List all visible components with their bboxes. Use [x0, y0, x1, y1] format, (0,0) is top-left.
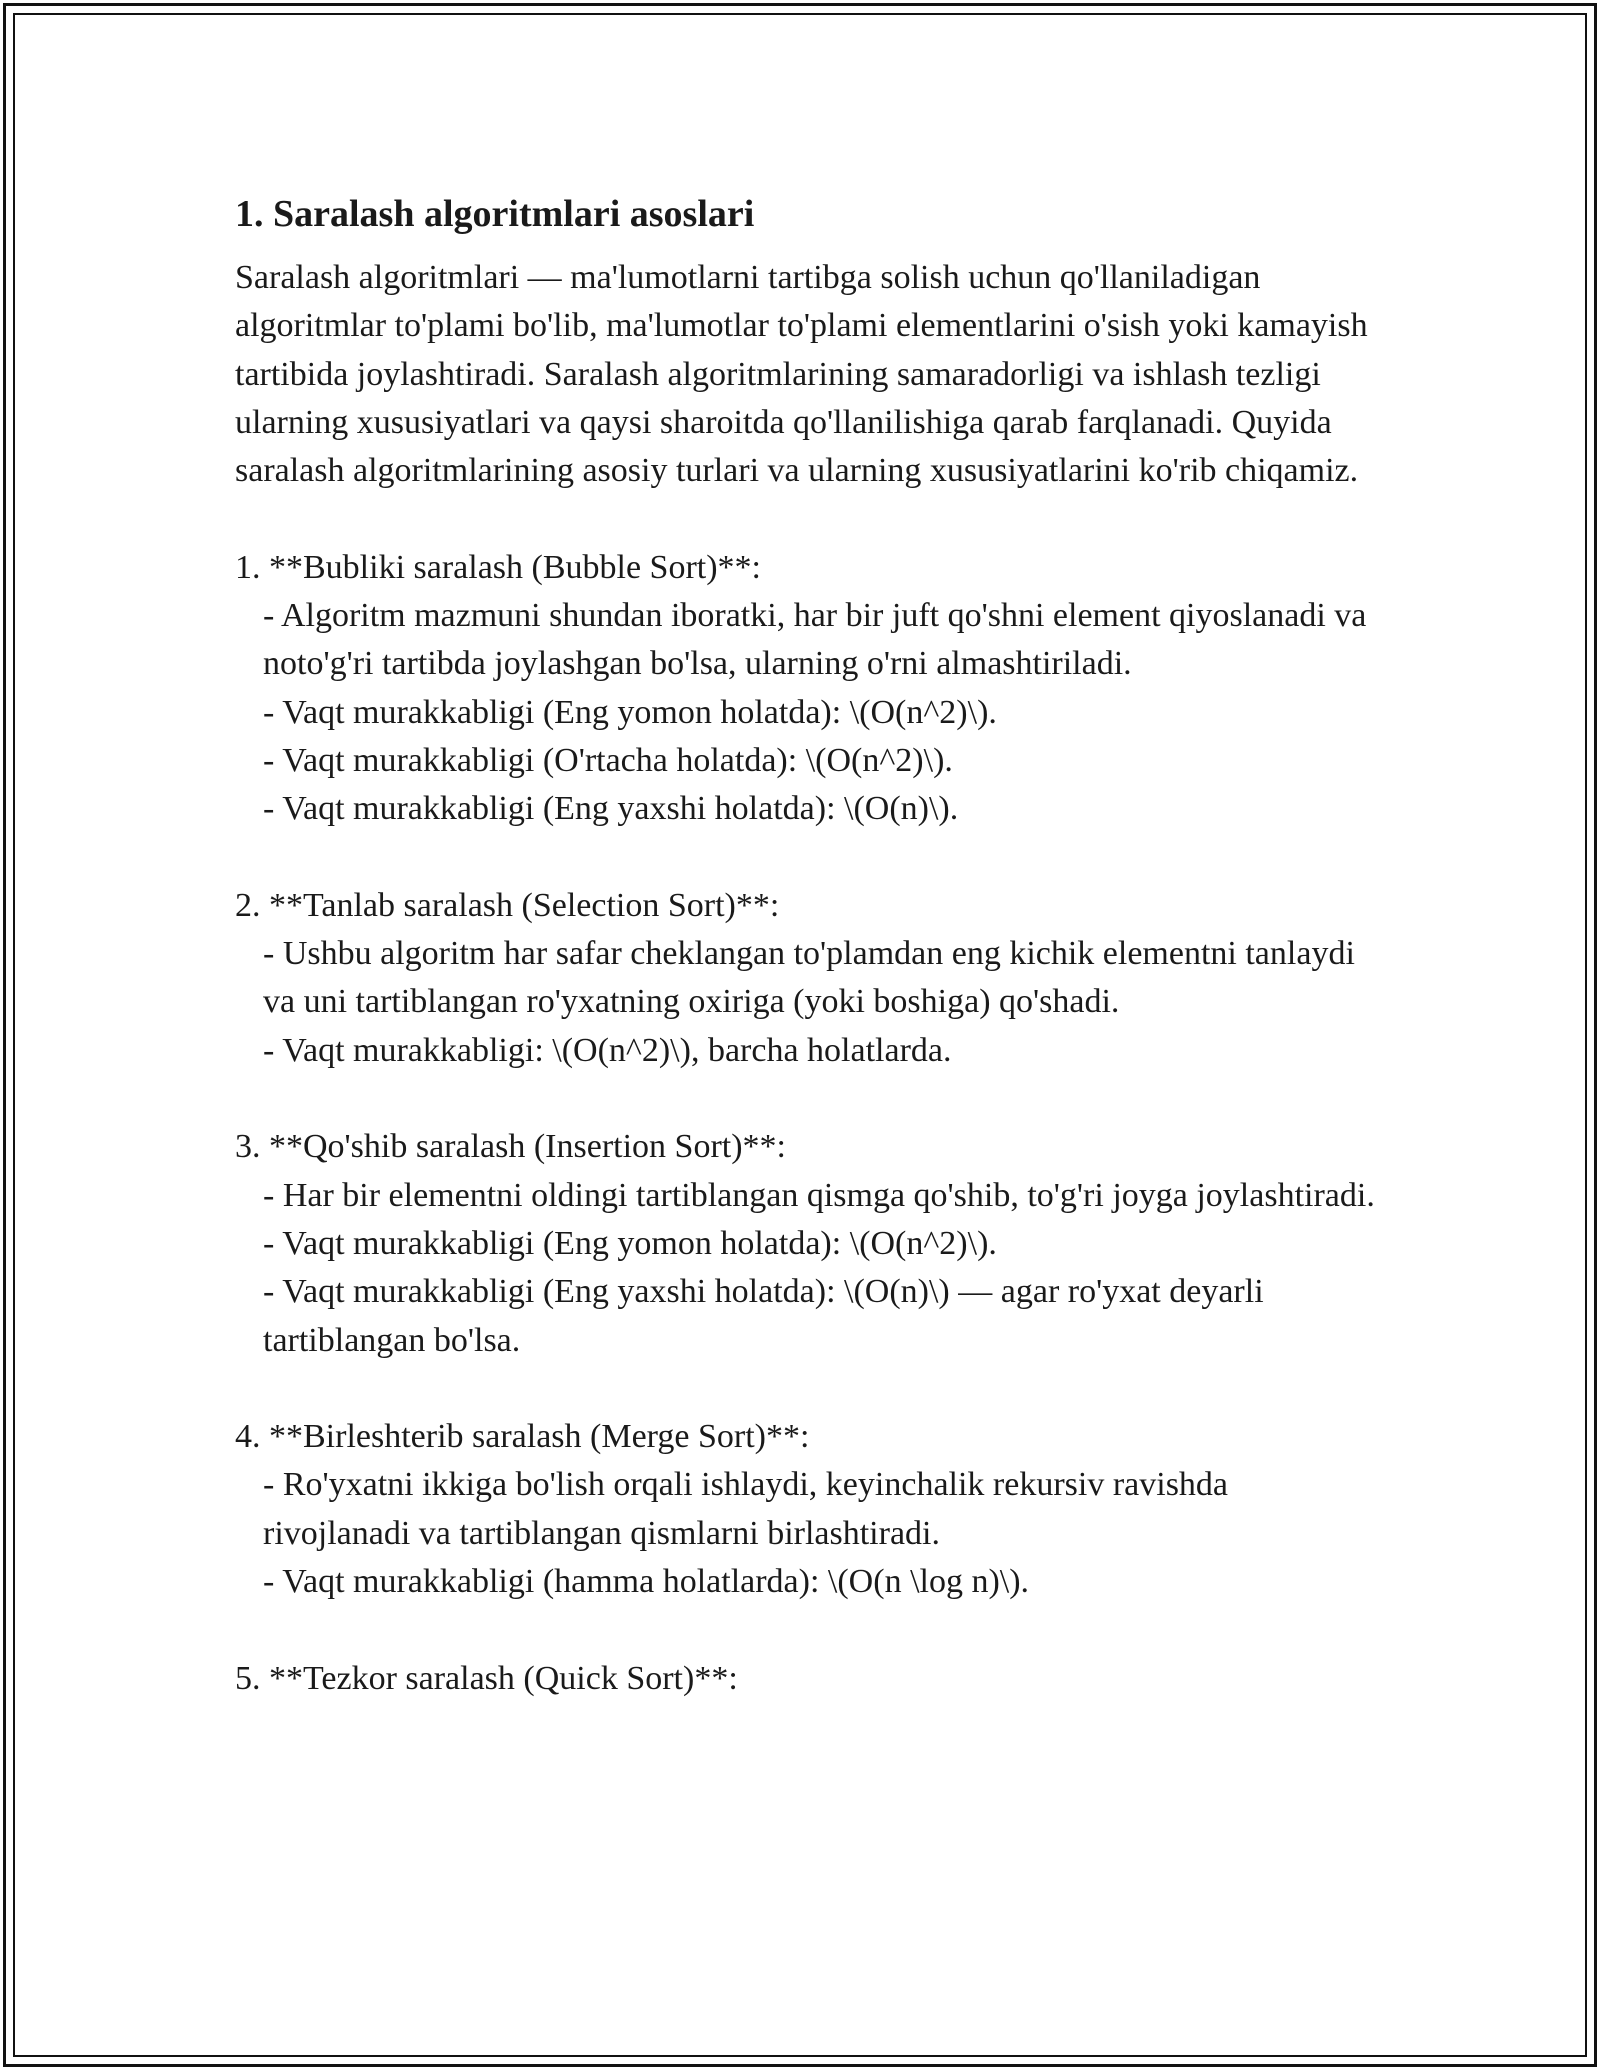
list-item: - Vaqt murakkabligi (hamma holatlarda): \(O(n \log n)\).	[263, 1563, 1030, 1601]
list-item: - Vaqt murakkabligi (Eng yomon holatda): \(O(n^2)\).	[263, 1224, 997, 1262]
list-item: - Vaqt murakkabligi (Eng yaxshi holatda): \(O(n)\).	[263, 790, 959, 828]
algorithm-section-insertion-sort	[235, 1123, 1375, 1364]
list-item: - Vaqt murakkabligi (Eng yomon holatda): \(O(n^2)\).	[263, 693, 997, 731]
algorithm-section-selection-sort	[235, 882, 1375, 1075]
list-item: - Ro'yxatni ikkiga bo'lish orqali ishlaydi, keyinchalik rekursiv ravishda rivojlanadi va tartiblangan qismlarni birlashtiradi.	[263, 1466, 1229, 1552]
section-title: 5. **Tezkor saralash (Quick Sort)**:	[235, 1659, 738, 1697]
document-body	[235, 186, 1375, 1703]
algorithm-section-bubble-sort	[235, 544, 1375, 834]
list-item: - Vaqt murakkabligi (O'rtacha holatda): \(O(n^2)\).	[263, 741, 953, 779]
algorithm-section-merge-sort	[235, 1413, 1375, 1606]
section-title: 1. **Bubliki saralash (Bubble Sort)**:	[235, 548, 762, 586]
list-item: - Vaqt murakkabligi: \(O(n^2)\), barcha holatlarda.	[263, 1031, 952, 1069]
section-title: 2. **Tanlab saralash (Selection Sort)**:	[235, 886, 780, 924]
intro-paragraph: Saralash algoritmlari — ma'lumotlarni tartibga solish uchun qo'llaniladigan algoritmlar to'plami bo'lib, ma'lumotlar to'plami elementlarini o'sish yoki kamayish tartibida joylashtiradi. Saralash algoritmlarining samaradorligi va ishlash tezligi ularning xususiyatlari va qaysi sharoitda qo'llanilishiga qarab farqlanadi. Quyida saralash algoritmlarining asosiy turlari va ularning xususiyatlarini ko'rib chiqamiz.	[235, 259, 1368, 490]
algorithm-section-quick-sort	[235, 1655, 1375, 1703]
list-item: - Ushbu algoritm har safar cheklangan to'plamdan eng kichik elementni tanlaydi va uni tartiblangan ro'yxatning oxiriga (yoki boshiga) qo'shadi.	[263, 935, 1355, 1021]
section-title: 3. **Qo'shib saralash (Insertion Sort)**:	[235, 1128, 786, 1166]
list-item: - Vaqt murakkabligi (Eng yaxshi holatda): \(O(n)\) — agar ro'yxat deyarli tartiblangan bo'lsa.	[263, 1273, 1264, 1359]
list-item: - Algoritm mazmuni shundan iboratki, har bir juft qo'shni element qiyoslanadi va noto'g'ri tartibda joylashgan bo'lsa, ularning o'rni almashtiriladi.	[263, 597, 1367, 683]
section-title: 4. **Birleshterib saralash (Merge Sort)**:	[235, 1418, 810, 1456]
section-heading: 1. Saralash algoritmlari asoslari	[235, 193, 755, 235]
list-item: - Har bir elementni oldingi tartiblangan qismga qo'shib, to'g'ri joyga joylashtiradi.	[263, 1176, 1375, 1214]
